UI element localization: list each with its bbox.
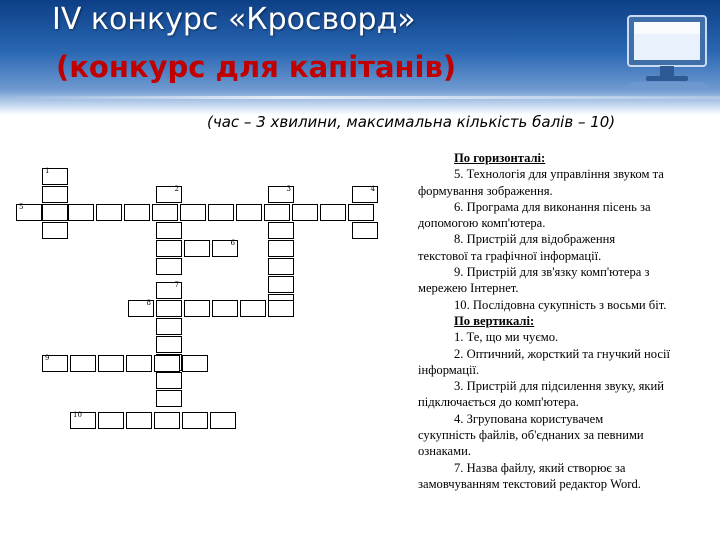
crossword-cell[interactable] xyxy=(126,412,152,429)
crossword-cell[interactable] xyxy=(268,240,294,257)
crossword-cell[interactable] xyxy=(156,240,182,257)
clue-horizontal-8: 8. Пристрій для відображення xyxy=(454,232,616,247)
clue-vertical-1: 1. Те, що ми чуємо. xyxy=(454,330,559,345)
clue-horizontal-8-cont: текстової та графічної інформації. xyxy=(418,248,602,263)
crossword-cell[interactable] xyxy=(42,355,68,372)
crossword-cell[interactable] xyxy=(156,372,182,389)
crossword-cell[interactable] xyxy=(184,300,210,317)
clue-number-8: 8 xyxy=(146,299,151,307)
crossword-cell[interactable] xyxy=(42,168,68,185)
clue-horizontal-9-cont: мережею Інтернет. xyxy=(418,281,519,296)
clue-vertical-4: 4. Згрупована користувачем xyxy=(454,411,604,426)
header-highlight-line xyxy=(0,96,720,99)
clue-number-9: 9 xyxy=(45,354,50,362)
clue-number-6: 6 xyxy=(230,239,235,247)
horizontal-heading: По горизонталі: xyxy=(454,151,546,165)
clue-vertical-4-cont2: ознаками. xyxy=(418,444,471,459)
crossword-cell[interactable] xyxy=(156,318,182,335)
clue-vertical-4-cont: сукупність файлів, об'єднаних за певними xyxy=(418,428,644,443)
crossword-cell[interactable] xyxy=(126,355,152,372)
page-subtitle-red: (конкурс для капітанів) xyxy=(56,50,457,84)
crossword-cell[interactable] xyxy=(236,204,262,221)
crossword-cell[interactable] xyxy=(42,186,68,203)
crossword-cell[interactable] xyxy=(182,355,208,372)
crossword-cell[interactable] xyxy=(268,258,294,275)
clue-vertical-7: 7. Назва файлу, який створює за xyxy=(454,460,626,475)
clues-panel xyxy=(418,150,702,492)
crossword-cell[interactable] xyxy=(320,204,346,221)
crossword-cell[interactable] xyxy=(184,240,210,257)
crossword-cell[interactable] xyxy=(70,355,96,372)
crossword-cell[interactable] xyxy=(96,204,122,221)
clue-vertical-3-cont: підключається до комп'ютера. xyxy=(418,395,579,410)
crossword-cell[interactable] xyxy=(98,355,124,372)
crossword-cell[interactable] xyxy=(156,390,182,407)
clue-number-7: 7 xyxy=(174,281,179,289)
clue-horizontal-5-cont: формування зображення. xyxy=(418,183,553,198)
crossword-cell[interactable] xyxy=(154,412,180,429)
crossword-cell[interactable] xyxy=(156,258,182,275)
crossword-cell[interactable] xyxy=(156,186,182,203)
crossword-cell[interactable] xyxy=(42,222,68,239)
clue-vertical-3: 3. Пристрій для підсилення звуку, який xyxy=(454,379,665,394)
crossword-cell[interactable] xyxy=(156,222,182,239)
crossword-cell[interactable] xyxy=(124,204,150,221)
crossword-cell[interactable] xyxy=(152,204,178,221)
clue-vertical-2: 2. Оптичний, жорсткий та гнучкий носії xyxy=(454,346,670,361)
crossword-cell[interactable] xyxy=(352,186,378,203)
computer-monitor-icon xyxy=(620,6,715,96)
crossword-cell[interactable] xyxy=(68,204,94,221)
crossword-cell[interactable] xyxy=(180,204,206,221)
crossword-cell[interactable] xyxy=(154,355,180,372)
clue-vertical-2-cont: інформації. xyxy=(418,362,480,377)
crossword-cell[interactable] xyxy=(212,240,238,257)
crossword-cell[interactable] xyxy=(156,300,182,317)
clue-number-5: 5 xyxy=(19,203,24,211)
clue-number-10: 10 xyxy=(73,411,82,419)
clue-horizontal-6: 6. Програма для виконання пісень за xyxy=(454,199,651,214)
crossword-cell[interactable] xyxy=(210,412,236,429)
crossword-cell[interactable] xyxy=(70,412,96,429)
clue-horizontal-6-cont: допомогою комп'ютера. xyxy=(418,216,546,231)
crossword-cell[interactable] xyxy=(352,222,378,239)
crossword-cell[interactable] xyxy=(268,276,294,293)
page-title: IV конкурс «Кросворд» xyxy=(52,2,416,37)
crossword-cell[interactable] xyxy=(212,300,238,317)
crossword-cell[interactable] xyxy=(292,204,318,221)
clue-number-2: 2 xyxy=(174,185,179,193)
crossword-cell[interactable] xyxy=(240,300,266,317)
clue-vertical-7-cont: замовчуванням текстовий редактор Word. xyxy=(418,476,641,491)
crossword-cell[interactable] xyxy=(268,300,294,317)
crossword-cell[interactable] xyxy=(264,204,290,221)
crossword-cell[interactable] xyxy=(42,204,68,221)
crossword-cell[interactable] xyxy=(268,186,294,203)
crossword-cell[interactable] xyxy=(348,204,374,221)
crossword-cell[interactable] xyxy=(16,204,42,221)
crossword-cell[interactable] xyxy=(182,412,208,429)
clue-horizontal-5: 5. Технологія для управління звуком та xyxy=(454,167,664,182)
crossword-cell[interactable] xyxy=(268,222,294,239)
clue-number-3: 3 xyxy=(286,185,291,193)
crossword-cell[interactable] xyxy=(98,412,124,429)
clue-horizontal-9: 9. Пристрій для зв'язку комп'ютера з xyxy=(454,265,650,280)
clue-horizontal-10: 10. Послідовна сукупність з восьми біт. xyxy=(454,297,667,312)
crossword-cell[interactable] xyxy=(208,204,234,221)
clue-number-1: 1 xyxy=(45,167,50,175)
crossword-cell[interactable] xyxy=(128,300,154,317)
vertical-heading: По вертикалі: xyxy=(454,313,535,328)
contest-conditions: (час – 3 хвилини, максимальна кількість балів – 10) xyxy=(207,113,616,131)
crossword-cell[interactable] xyxy=(156,282,182,299)
clue-number-4: 4 xyxy=(370,185,375,193)
crossword-cell[interactable] xyxy=(156,336,182,353)
